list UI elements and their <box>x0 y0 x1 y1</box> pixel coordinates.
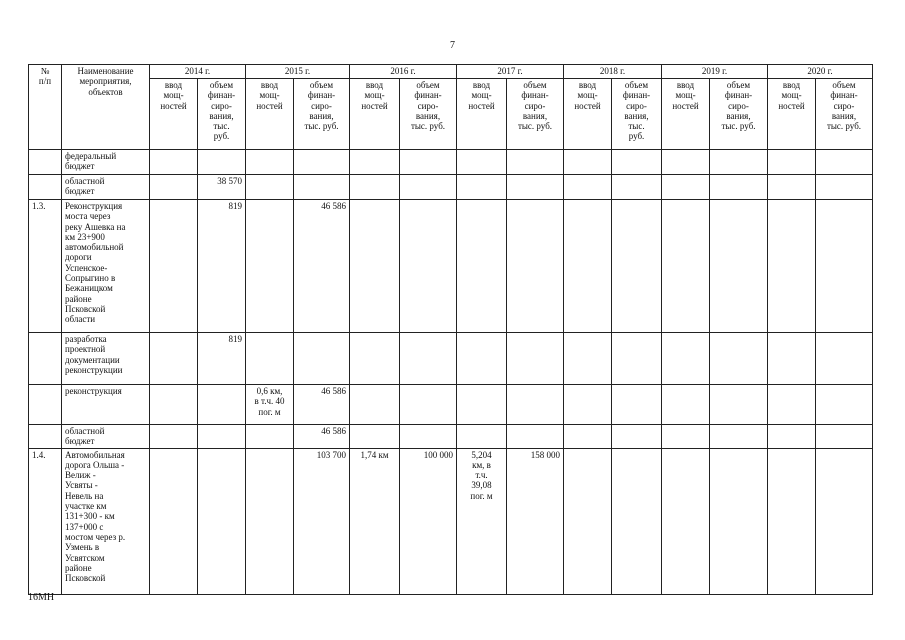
funding-cell <box>612 448 662 594</box>
capacity-cell <box>246 200 294 333</box>
funding-cell <box>816 175 873 200</box>
capacity-cell <box>457 175 507 200</box>
capacity-header: ввод мощ- ностей <box>768 79 816 150</box>
row-federal-budget <box>29 150 873 175</box>
capacity-cell <box>564 150 612 175</box>
row-regional-budget <box>29 175 873 200</box>
funding-cell: 819 <box>198 200 246 333</box>
capacity-cell <box>457 425 507 449</box>
capacity-cell <box>457 385 507 425</box>
funding-cell <box>294 150 350 175</box>
funding-cell <box>198 385 246 425</box>
funding-cell: 103 700 <box>294 448 350 594</box>
year-2019: 2019 г. <box>662 65 768 79</box>
funding-cell: 158 000 <box>507 448 564 594</box>
funding-cell <box>816 385 873 425</box>
capacity-cell <box>564 333 612 385</box>
funding-cell <box>612 333 662 385</box>
capacity-cell <box>150 200 198 333</box>
funding-cell <box>507 425 564 449</box>
capacity-header: ввод мощ- ностей <box>350 79 400 150</box>
capacity-cell <box>768 425 816 449</box>
year-2015: 2015 г. <box>246 65 350 79</box>
year-header-row <box>29 65 873 79</box>
funding-cell <box>507 200 564 333</box>
row-name: разработка проектной документации реконструкции <box>62 333 150 385</box>
row-number <box>29 425 62 449</box>
funding-header: объем финан- сиро- вания, тыс. руб. <box>816 79 873 150</box>
funding-cell <box>710 425 768 449</box>
funding-cell <box>816 150 873 175</box>
capacity-cell <box>768 448 816 594</box>
row-name: федеральный бюджет <box>62 150 150 175</box>
capacity-cell <box>564 175 612 200</box>
funding-cell <box>294 333 350 385</box>
funding-cell <box>612 200 662 333</box>
row-number <box>29 333 62 385</box>
funding-cell: 46 586 <box>294 385 350 425</box>
capacity-cell <box>150 150 198 175</box>
capacity-cell <box>768 200 816 333</box>
funding-cell <box>400 333 457 385</box>
row-number <box>29 385 62 425</box>
row-reconstruction <box>29 385 873 425</box>
capacity-cell <box>150 448 198 594</box>
funding-header: объем финан- сиро- вания, тыс. руб. <box>400 79 457 150</box>
funding-cell <box>816 425 873 449</box>
header-number: № п/п <box>29 65 62 150</box>
capacity-cell <box>768 175 816 200</box>
funding-cell <box>400 150 457 175</box>
row-1-4 <box>29 448 873 594</box>
funding-cell <box>400 385 457 425</box>
row-name: областной бюджет <box>62 425 150 449</box>
funding-cell <box>507 333 564 385</box>
row-name: областной бюджет <box>62 175 150 200</box>
funding-cell <box>400 425 457 449</box>
capacity-cell <box>768 150 816 175</box>
capacity-header: ввод мощ- ностей <box>246 79 294 150</box>
page-number: 7 <box>450 40 455 51</box>
year-2017: 2017 г. <box>457 65 564 79</box>
funding-cell <box>816 448 873 594</box>
capacity-cell <box>350 150 400 175</box>
capacity-cell <box>150 385 198 425</box>
funding-cell: 38 570 <box>198 175 246 200</box>
funding-cell <box>710 200 768 333</box>
capacity-cell: 5,204 км, в т.ч. 39,08 пог. м <box>457 448 507 594</box>
capacity-cell <box>246 333 294 385</box>
capacity-cell: 0,6 км, в т.ч. 40 пог. м <box>246 385 294 425</box>
funding-cell <box>507 385 564 425</box>
capacity-cell <box>662 150 710 175</box>
funding-cell <box>710 385 768 425</box>
capacity-cell <box>150 425 198 449</box>
funding-cell <box>400 200 457 333</box>
row-number: 1.4. <box>29 448 62 594</box>
capacity-header: ввод мощ- ностей <box>662 79 710 150</box>
funding-cell <box>507 175 564 200</box>
row-name: реконструкция <box>62 385 150 425</box>
funding-cell <box>612 175 662 200</box>
capacity-cell <box>457 150 507 175</box>
program-table <box>28 64 873 595</box>
row-number <box>29 175 62 200</box>
capacity-cell <box>350 200 400 333</box>
subheader-row <box>29 79 873 150</box>
capacity-cell <box>246 150 294 175</box>
funding-cell <box>198 425 246 449</box>
capacity-cell <box>457 333 507 385</box>
year-2018: 2018 г. <box>564 65 662 79</box>
funding-cell: 100 000 <box>400 448 457 594</box>
table-body <box>29 150 873 595</box>
funding-cell <box>612 385 662 425</box>
funding-header: объем финан- сиро- вания, тыс. руб. <box>294 79 350 150</box>
row-1-3 <box>29 200 873 333</box>
header-name: Наименование мероприятия, объектов <box>62 65 150 150</box>
funding-cell <box>710 448 768 594</box>
row-number: 1.3. <box>29 200 62 333</box>
capacity-cell <box>662 425 710 449</box>
row-name: Реконструкция моста через реку Ашевка на км 23+900 автомобильной дороги Успенское- Сопрыгино в Бежаницком районе Псковской области <box>62 200 150 333</box>
capacity-cell <box>662 333 710 385</box>
row-design-docs <box>29 333 873 385</box>
capacity-cell <box>768 333 816 385</box>
funding-cell <box>198 150 246 175</box>
funding-cell <box>816 333 873 385</box>
capacity-cell: 1,74 км <box>350 448 400 594</box>
funding-cell <box>294 175 350 200</box>
funding-cell <box>400 175 457 200</box>
funding-header: объем финан- сиро- вания, тыс. руб. <box>198 79 246 150</box>
funding-cell <box>816 200 873 333</box>
year-2016: 2016 г. <box>350 65 457 79</box>
funding-cell <box>507 150 564 175</box>
capacity-cell <box>350 385 400 425</box>
capacity-cell <box>564 448 612 594</box>
capacity-cell <box>564 385 612 425</box>
row-name: Автомобильная дорога Ольша - Велиж - Усвяты - Невель на участке км 131+300 - км 137+000 с мостом через р. Узмень в Усвятском районе Псковской <box>62 448 150 594</box>
capacity-cell <box>246 425 294 449</box>
capacity-cell <box>662 200 710 333</box>
capacity-cell <box>350 425 400 449</box>
capacity-cell <box>564 425 612 449</box>
funding-header: объем финан- сиро- вания, тыс. руб. <box>507 79 564 150</box>
capacity-cell <box>768 385 816 425</box>
row-regional-budget-2 <box>29 425 873 449</box>
capacity-cell <box>350 333 400 385</box>
capacity-cell <box>662 448 710 594</box>
funding-cell <box>612 150 662 175</box>
funding-cell <box>198 448 246 594</box>
capacity-cell <box>150 333 198 385</box>
capacity-cell <box>246 175 294 200</box>
funding-cell <box>612 425 662 449</box>
capacity-cell <box>662 385 710 425</box>
capacity-cell <box>350 175 400 200</box>
year-2014: 2014 г. <box>150 65 246 79</box>
capacity-cell <box>150 175 198 200</box>
funding-cell: 46 586 <box>294 425 350 449</box>
capacity-cell <box>457 200 507 333</box>
funding-cell <box>710 175 768 200</box>
funding-cell: 46 586 <box>294 200 350 333</box>
year-2020: 2020 г. <box>768 65 873 79</box>
capacity-header: ввод мощ- ностей <box>150 79 198 150</box>
funding-cell <box>710 333 768 385</box>
funding-cell: 819 <box>198 333 246 385</box>
capacity-cell <box>564 200 612 333</box>
capacity-header: ввод мощ- ностей <box>564 79 612 150</box>
footer-code: 16МН <box>28 592 55 603</box>
row-number <box>29 150 62 175</box>
capacity-header: ввод мощ- ностей <box>457 79 507 150</box>
funding-cell <box>710 150 768 175</box>
capacity-cell <box>246 448 294 594</box>
funding-header: объем финан- сиро- вания, тыс. руб. <box>710 79 768 150</box>
funding-header: объем финан- сиро- вания, тыс. руб. <box>612 79 662 150</box>
capacity-cell <box>662 175 710 200</box>
